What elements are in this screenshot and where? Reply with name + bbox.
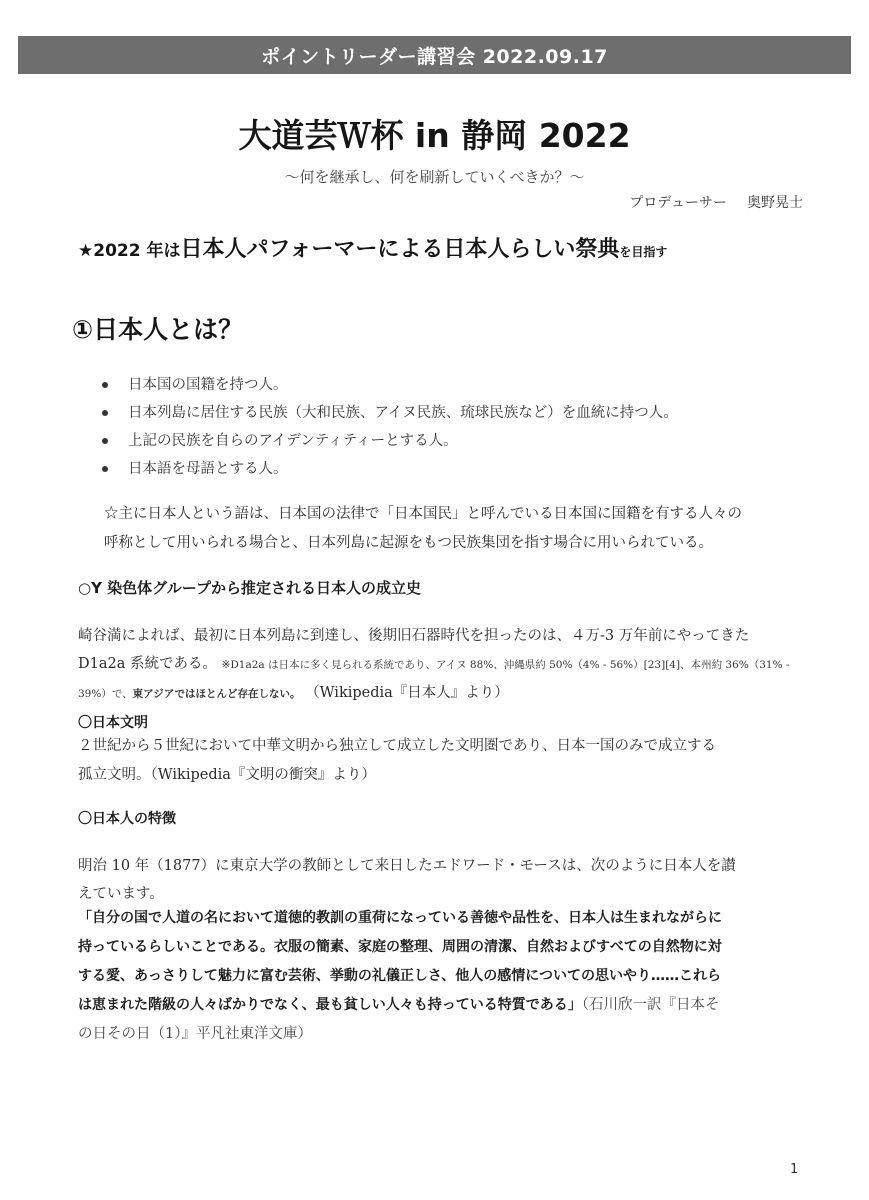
quote-source-2: の日その日（1）』平凡社東洋文庫） bbox=[78, 1026, 312, 1042]
y-chromosome-heading: ○Y 染色体グループから推定される日本人の成立史 bbox=[78, 579, 421, 597]
y-line-1: 崎谷満によれば、最初に日本列島に到達し、後期旧石器時代を担ったのは、４万-3 万年前にやってきた bbox=[78, 628, 750, 644]
theme-suffix: を目指す bbox=[619, 245, 668, 259]
y-line-3-bold: 東アジアではほとんど存在しない。 bbox=[132, 688, 301, 700]
y-line-2-main: D1a2a 系統である。 bbox=[78, 656, 217, 672]
theme-statement bbox=[78, 232, 667, 263]
header-bar bbox=[18, 36, 851, 74]
features-heading: 〇日本人の特徴 bbox=[78, 811, 176, 827]
note-line-1: ☆主に日本人という語は、日本国の法律で「日本国民」と呼んでいる日本国に国籍を有する人々の bbox=[104, 506, 742, 522]
quote-line-2: 持っているらしいことである。衣服の簡素、家庭の整理、周囲の清潔、自然およびすべての自然物に対 bbox=[78, 939, 722, 955]
y-line-2-note: ※D1a2a は日本に多く見られる系統であり、アイヌ 88%、沖縄県約 50%（4% - 56%）[23][4]、本州約 36%（31% - bbox=[221, 659, 790, 671]
morse-line-1: 明治 10 年（1877）に東京大学の教師として来日したエドワード・モースは、次のように日本人を讃 bbox=[78, 858, 736, 874]
definition-list bbox=[100, 372, 678, 484]
civilization-line-2: 孤立文明。（Wikipedia『文明の衝突』より） bbox=[78, 767, 376, 783]
y-line-3-note bbox=[78, 688, 301, 700]
quote-source-1: （石川欣一訳『日本そ bbox=[581, 997, 720, 1013]
y-chromosome-paragraph bbox=[78, 622, 808, 708]
quote-line-4: は恵まれた階級の人々ばかりでなく、最も貧しい人々も持っている特質である」 bbox=[78, 997, 582, 1013]
list-item: 日本国の国籍を持つ人。 bbox=[100, 372, 678, 400]
theme-prefix: ★2022 年は bbox=[78, 241, 181, 261]
morse-quote bbox=[78, 904, 818, 1049]
note-line-2: 呼称として用いられる場合と、日本列島に起源をもつ民族集団を指す場合に用いられている。 bbox=[104, 535, 713, 551]
morse-line-2: えています。 bbox=[78, 886, 164, 902]
section-title: ①日本人とは？ bbox=[72, 315, 244, 344]
quote-line-1: 「自分の国で人道の名において道徳的教訓の重荷になっている善徳や品性を、日本人は生まれながらに bbox=[78, 910, 722, 926]
document-subtitle: ～何を継承し、何を刷新していくべきか？～ bbox=[284, 168, 585, 186]
author-role: プロデューサー bbox=[629, 195, 727, 211]
list-item: 上記の民族を自らのアイデンティティーとする人。 bbox=[100, 428, 678, 456]
page-number: 1 bbox=[790, 1162, 799, 1177]
civilization-paragraph bbox=[78, 732, 808, 790]
header-label: ポイントリーダー講習会 2022.09.17 bbox=[261, 45, 608, 68]
list-item: 日本列島に居住する民族（大和民族、アイヌ民族、琉球民族など）を血統に持つ人。 bbox=[100, 400, 678, 428]
civilization-line-1: ２世紀から５世紀において中華文明から独立して成立した文明圏であり、日本一国のみで成立する bbox=[78, 738, 716, 754]
y-line-3-percent: 39%）で、 bbox=[78, 688, 133, 700]
document-title: 大道芸Ｗ杯 in 静岡 2022 bbox=[238, 116, 631, 155]
author-line bbox=[629, 192, 803, 212]
civilization-heading: 〇日本文明 bbox=[78, 715, 148, 731]
list-item: 日本語を母語とする人。 bbox=[100, 456, 678, 484]
y-line-3-source: （Wikipedia『日本人』より） bbox=[305, 685, 509, 701]
definition-note bbox=[104, 500, 804, 558]
theme-emphasis: 日本人パフォーマーによる日本人らしい祭典 bbox=[180, 237, 620, 262]
morse-intro bbox=[78, 852, 813, 908]
quote-line-3: する愛、あっさりして魅力に富む芸術、挙動の礼儀正しさ、他人の感情についての思いやり……これら bbox=[78, 968, 722, 984]
author-name: 奥野晃士 bbox=[747, 195, 803, 211]
